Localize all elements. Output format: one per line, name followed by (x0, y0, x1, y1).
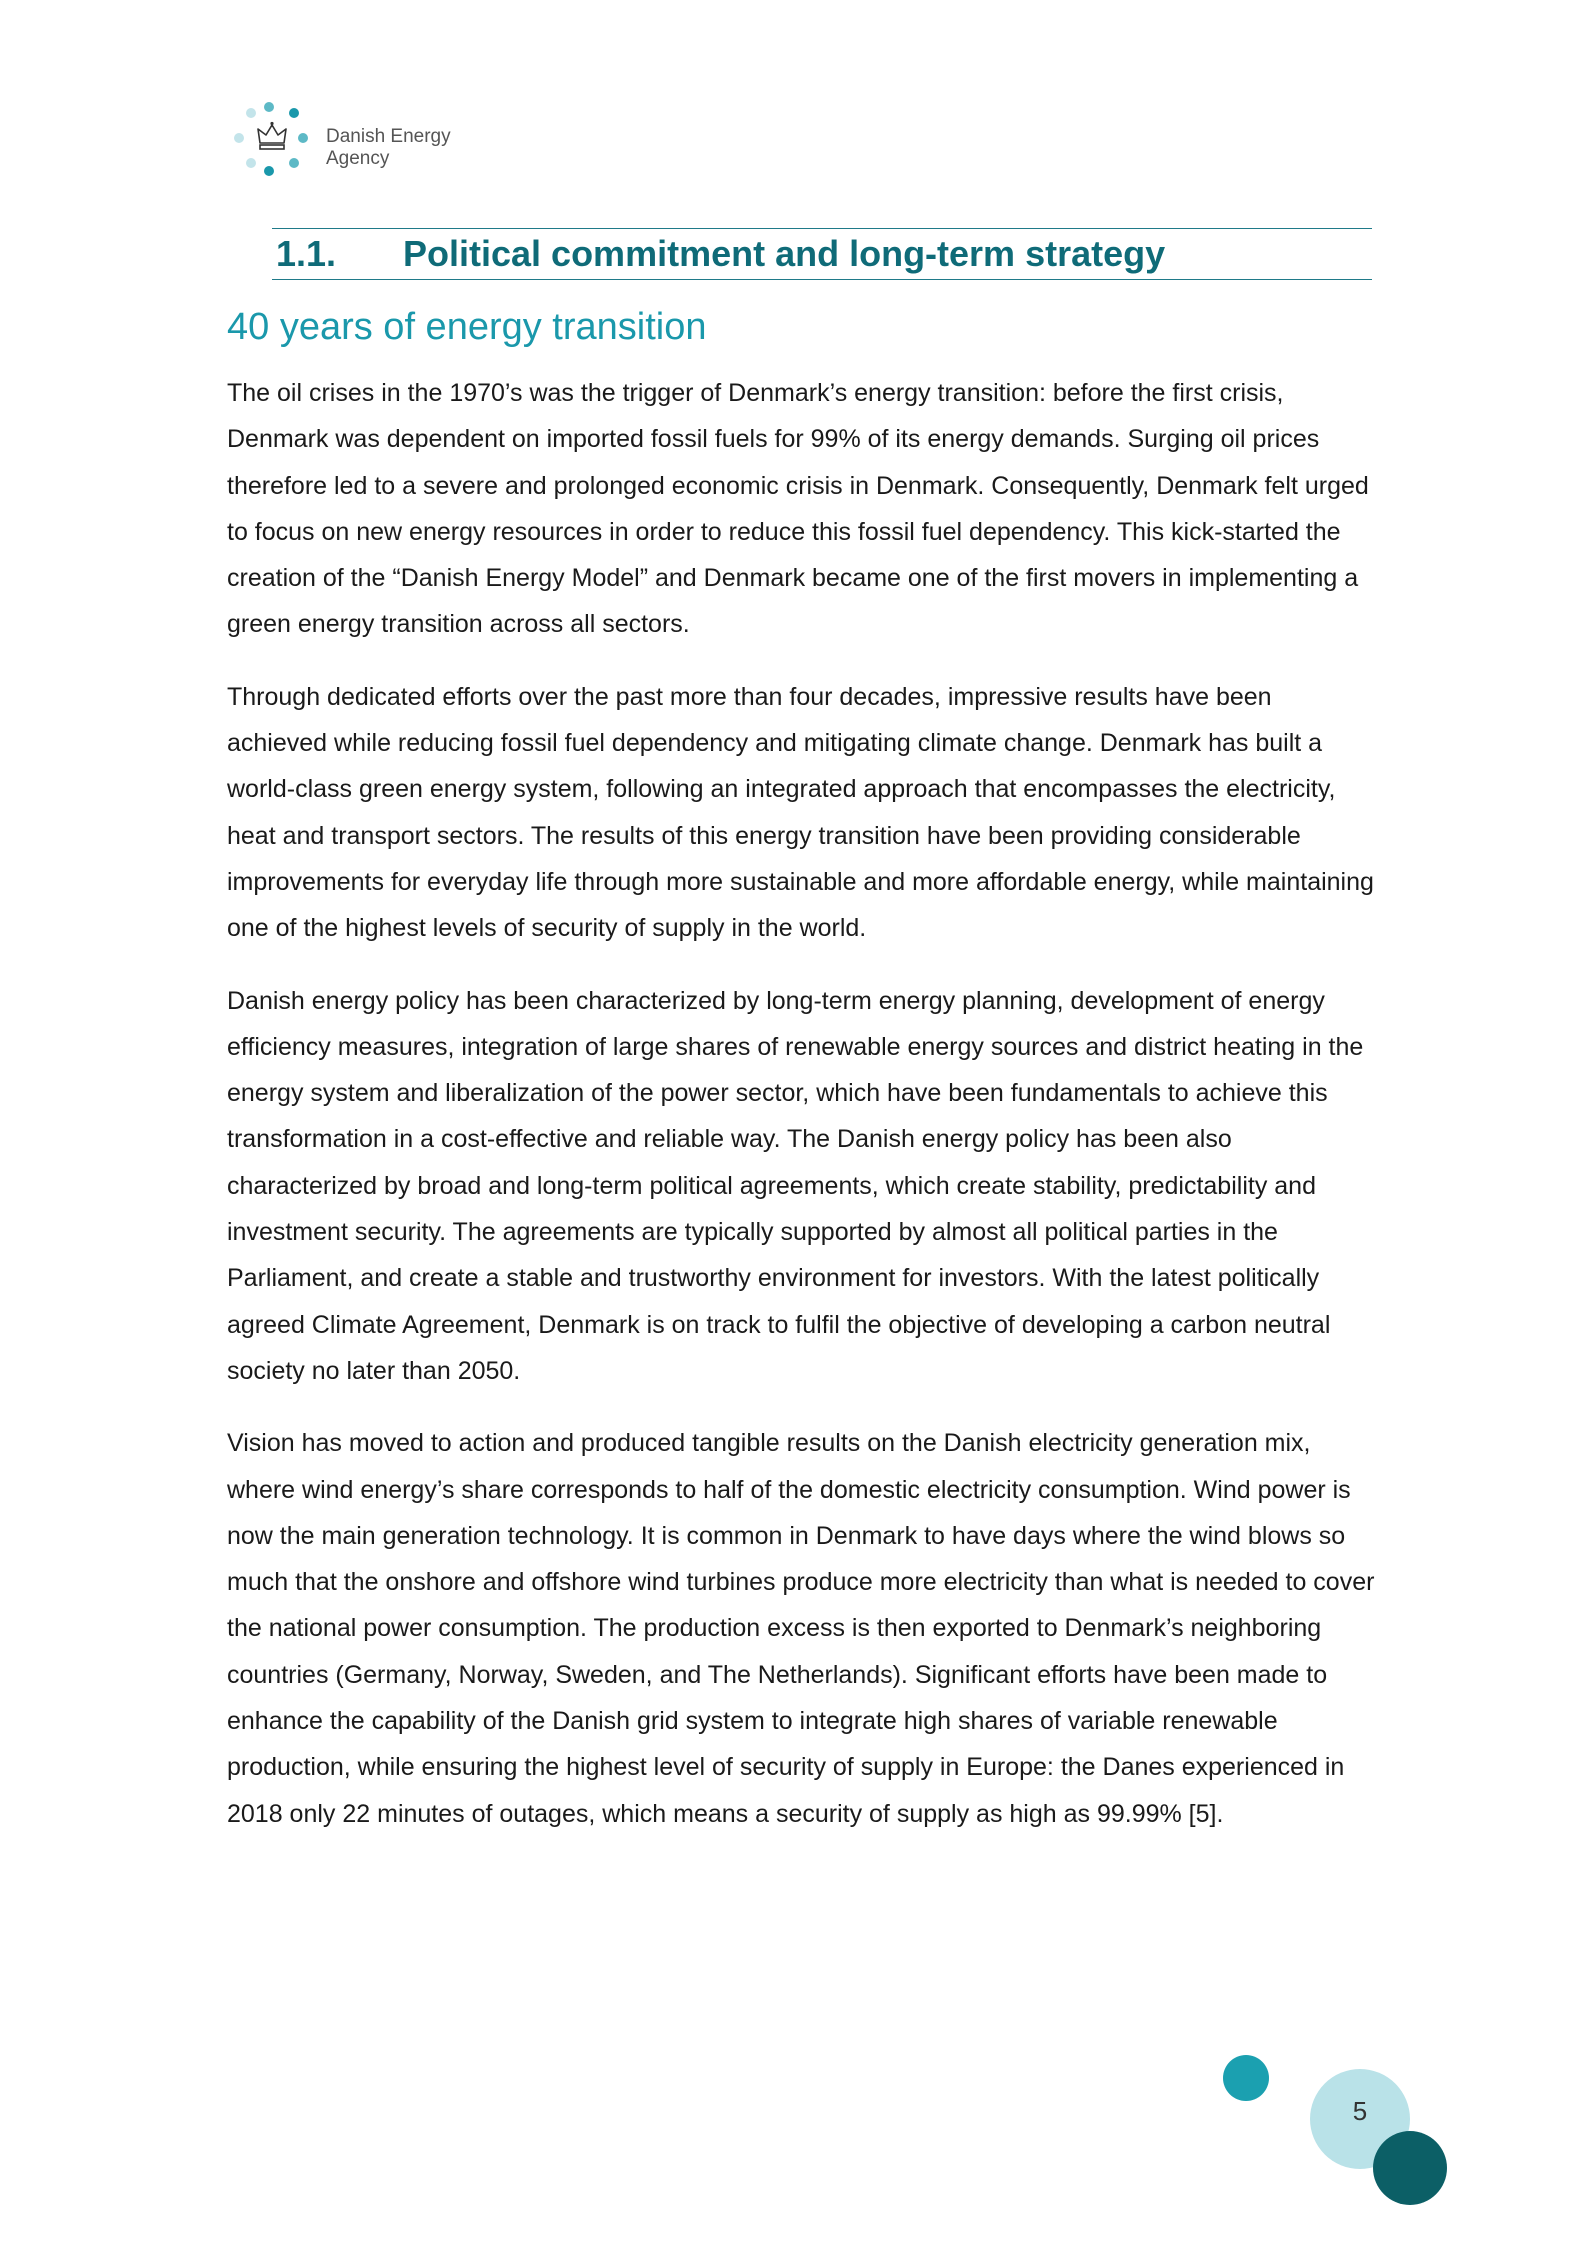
crown-icon (255, 120, 289, 154)
section-heading (272, 228, 1372, 280)
logo-dots-icon (228, 96, 318, 186)
paragraph-3: Danish energy policy has been characterized by long-term energy planning, development of energy efficiency measures, integration of large shares of renewable energy sources and district heating in the energy system and liberalization of the power sector, which have been fundamentals to achieve this transformation in a cost-effective and reliable way. The Danish energy policy has been also characterized by broad and long-term political agreements, which create stability, predictability and investment security. The agreements are typically supported by almost all political parties in the Parliament, and create a stable and trustworthy environment for investors. With the latest politically agreed Climate Agreement, Denmark is on track to fulfil the objective of developing a carbon neutral society no later than 2050. (227, 986, 1364, 1385)
body-text (227, 370, 1377, 1863)
logo-line-1: Danish Energy (326, 126, 451, 147)
page-number: 5 (1352, 2096, 1368, 2126)
logo-text (326, 126, 451, 170)
section-number: 1.1. (276, 233, 337, 274)
subheading: 40 years of energy transition (227, 306, 707, 348)
logo-line-2: Agency (326, 148, 390, 169)
section-title: Political commitment and long-term strategy (403, 233, 1166, 274)
footer-dot-teal-icon (1223, 2055, 1269, 2101)
footer-circle-dark-icon (1373, 2131, 1447, 2205)
agency-logo (228, 96, 488, 186)
paragraph-2: Through dedicated efforts over the past more than four decades, impressive results have been achieved while reducing fossil fuel dependency and mitigating climate change. Denmark has built a world-class green energy system, following an integrated approach that encompasses the electricity, heat and transport sectors. The results of this energy transition have been providing considerable improvements for everyday life through more sustainable and more affordable energy, while maintaining one of the highest levels of security of supply in the world. (227, 682, 1374, 943)
paragraph-1: The oil crises in the 1970’s was the trigger of Denmark’s energy transition: before the first crisis, Denmark was dependent on imported fossil fuels for 99% of its energy demands. Surging oil prices therefore led to a severe and prolonged economic crisis in Denmark. Consequently, Denmark felt urged to focus on new energy resources in order to reduce this fossil fuel dependency. This kick-started the creation of the “Danish Energy Model” and Denmark became one of the first movers in implementing a green energy transition across all sectors. (227, 379, 1369, 639)
paragraph-4: Vision has moved to action and produced tangible results on the Danish electricity generation mix, where wind energy’s share corresponds to half of the domestic electricity consumption. Wind power is now the main generation technology. It is common in Denmark to have days where the wind blows so much that the onshore and offshore wind turbines produce more electricity than what is needed to cover the national power consumption. The production excess is then exported to Denmark’s neighboring countries (Germany, Norway, Sweden, and The Netherlands). Significant efforts have been made to enhance the capability of the Danish grid system to integrate high shares of variable renewable production, while ensuring the highest level of security of supply in Europe: the Danes experienced in 2018 only 22 minutes of outages, which means a security of supply as high as 99.99% [5]. (227, 1429, 1375, 1828)
